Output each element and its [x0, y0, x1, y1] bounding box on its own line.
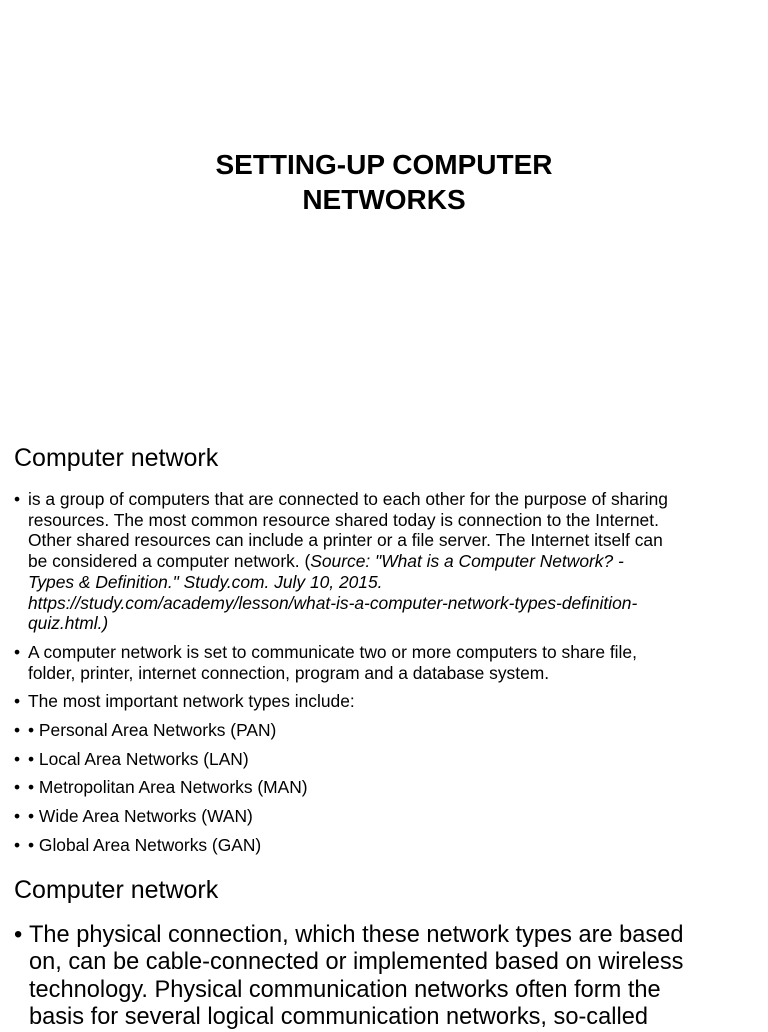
bullet-physical-connection [14, 922, 683, 1032]
source-citation: Source: "What is a Computer Network? - [310, 551, 624, 572]
text-line: • The most important network types include: [14, 691, 355, 712]
text-line: on, can be cable-connected or implemented based on wireless [29, 949, 684, 976]
source-url: quiz.html.) [28, 613, 109, 634]
source-url: https://study.com/academy/lesson/what-is-a-computer-network-types-definition- [28, 592, 638, 613]
text-line: • The physical connection, which these network types are based [14, 922, 683, 949]
text-line: folder, printer, internet connection, program and a database system. [28, 662, 550, 683]
bullet-types-intro [14, 691, 355, 712]
text-line: Other shared resources can include a printer or a file server. The Internet itself can [28, 530, 663, 551]
text-line: resources. The most common resource shared today is connection to the Internet. [28, 509, 659, 530]
section-heading: Computer network [14, 876, 219, 904]
source-citation: Types & Definition." Study.com. July 10, 2015. [28, 571, 383, 592]
text-segment: be considered a computer network. ( [28, 551, 311, 572]
bullet-purpose [14, 642, 637, 683]
list-item: • • Personal Area Networks (PAN) [14, 720, 308, 749]
list-item: • • Global Area Networks (GAN) [14, 835, 308, 864]
list-item: • • Local Area Networks (LAN) [14, 749, 308, 778]
text-line: technology. Physical communication networks often form the [29, 976, 661, 1003]
title-line-2: NETWORKS [302, 184, 466, 215]
list-item: • • Metropolitan Area Networks (MAN) [14, 777, 308, 806]
network-types-list [14, 720, 308, 863]
list-item: • • Wide Area Networks (WAN) [14, 806, 308, 835]
title-line-1: SETTING-UP COMPUTER [215, 149, 553, 180]
page-title [0, 147, 768, 217]
bullet-definition [14, 489, 668, 634]
section-heading: Computer network [14, 444, 219, 472]
text-line: basis for several logical communication networks, so-called [29, 1004, 648, 1031]
text-line: • A computer network is set to communicate two or more computers to share file, [14, 642, 637, 663]
text-line: • is a group of computers that are connected to each other for the purpose of sharing [14, 489, 668, 510]
text-line [14, 551, 668, 572]
